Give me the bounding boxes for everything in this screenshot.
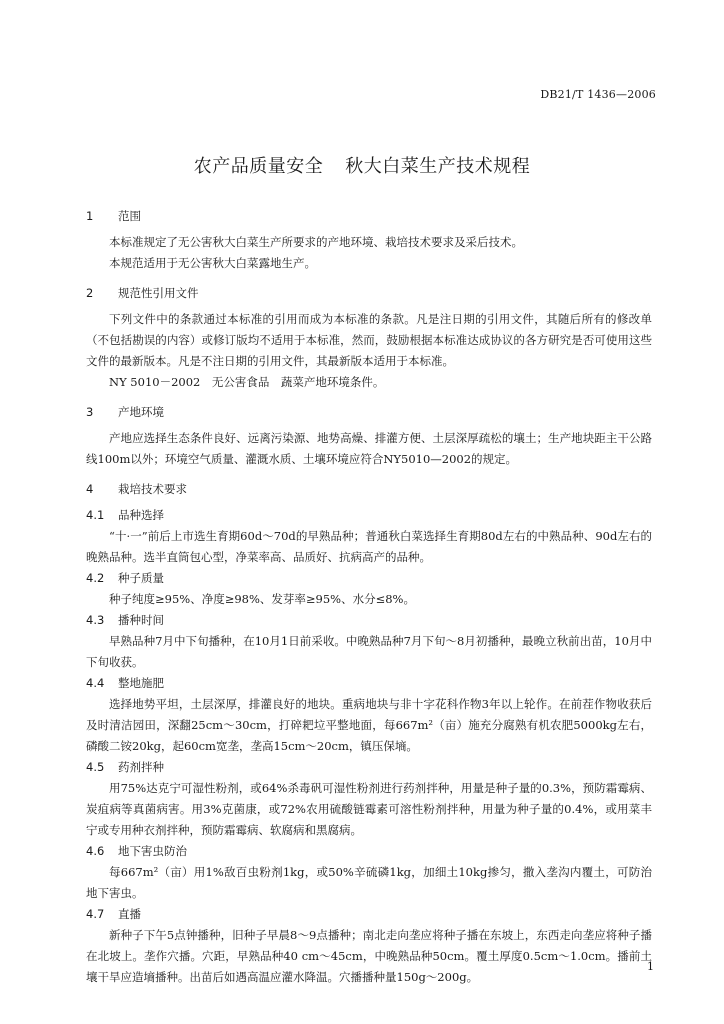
- page-number: 1: [647, 960, 654, 973]
- subsection-heading: [86, 673, 652, 694]
- subsection-title: 地下害虫防治: [118, 844, 187, 858]
- title-part-1: 农产品质量安全: [193, 156, 324, 177]
- subsection-number: 4.7: [86, 907, 105, 921]
- subsection-heading: [86, 568, 652, 589]
- section-heading-environment: [86, 402, 652, 423]
- subsection-title: 整地施肥: [118, 676, 164, 690]
- paragraph: 选择地势平坦，土层深厚，排灌良好的地块。重病地块与非十字花科作物3年以上轮作。在前茬作物收获后及时清洁园田，深翻25cm～30cm，打碎耙垃平整地面，每667m²（亩）施充分腐熟有机农肥5000kg左右，磷酸二铵20kg，起60cm宽垄，垄高15cm～20cm，镇压保墒。: [86, 697, 652, 753]
- paragraph: 本规范适用于无公害秋大白菜露地生产。: [109, 256, 316, 270]
- section-number: 4: [86, 482, 94, 496]
- paragraph: 新种子下午5点钟播种，旧种子早晨8～9点播种；南北走向垄应将种子播在东坡上，东西走向垄应将种子播在北坡上。垄作穴播。穴距，早熟品种40 cm～45cm，中晚熟品种50cm。覆土厚度0.5cm～1.0cm。播前土壤干旱应造墒播种。出苗后如遇高温应灌水降温。穴播播种量150g～200g。: [86, 928, 652, 984]
- reference-entry: NY 5010－2002 无公害食品 蔬菜产地环境条件。: [109, 375, 385, 389]
- paragraph: 用75%达克宁可湿性粉剂，或64%杀毒矾可湿性粉剂进行药剂拌种，用量是种子量的0.3%，预防霜霉病、炭疽病等真菌病害。用3%克菌康，或72%农用硫酸链霉素可溶性粉剂拌种，用量为种子量的0.4%，或用菜丰宁或专用种衣剂拌种，预防霜霉病、软腐病和黑腐病。: [86, 781, 652, 837]
- paragraph: “十·一”前后上市选生育期60d～70d的早熟品种；普通秋白菜选择生育期80d左右的中熟品种、90d左右的晚熟品种。选半直筒包心型，净菜率高、品质好、抗病高产的品种。: [86, 529, 652, 564]
- subsection-title: 药剂拌种: [118, 760, 164, 774]
- paragraph: 种子纯度≥95%、净度≥98%、发芽率≥95%、水分≤8%。: [109, 592, 415, 606]
- subsection-number: 4.6: [86, 844, 105, 858]
- section-title: 规范性引用文件: [118, 286, 199, 300]
- paragraph: 下列文件中的条款通过本标准的引用而成为本标准的条款。凡是注日期的引用文件，其随后所有的修改单（不包括勘误的内容）或修订版均不适用于本标准，然而，鼓励根据本标准达成协议的各方研究是否可使用这些文件的最新版本。凡是不注日期的引用文件，其最新版本适用于本标准。: [86, 312, 652, 368]
- subsection-heading: [86, 505, 652, 526]
- title-part-2: 秋大白菜生产技术规程: [345, 156, 531, 177]
- subsection-title: 直播: [118, 907, 141, 921]
- section-heading-references: [86, 283, 652, 304]
- section-heading-scope: [86, 206, 652, 227]
- subsection-heading: [86, 610, 652, 631]
- section-title: 栽培技术要求: [118, 482, 187, 496]
- subsection-number: 4.4: [86, 676, 105, 690]
- section-title: 产地环境: [118, 405, 164, 419]
- section-title: 范围: [118, 209, 141, 223]
- subsection-title: 播种时间: [118, 613, 164, 627]
- section-heading-cultivation: [86, 479, 652, 500]
- paragraph: 每667m²（亩）用1%敌百虫粉剂1kg，或50%辛硫磷1kg，加细土10kg掺匀，撒入垄沟内覆土，可防治地下害虫。: [86, 865, 652, 900]
- section-number: 3: [86, 405, 94, 419]
- section-number: 2: [86, 286, 94, 300]
- paragraph: 本标准规定了无公害秋大白菜生产所要求的产地环境、栽培技术要求及采后技术。: [109, 235, 523, 249]
- paragraph: 产地应选择生态条件良好、远离污染源、地势高燥、排灌方便、土层深厚疏松的壤土；生产地块距主干公路线100m以外；环境空气质量、灌溉水质、土壤环境应符合NY5010—2002的规定。: [86, 431, 652, 466]
- subsection-number: 4.2: [86, 571, 105, 585]
- document-title: [0, 152, 724, 178]
- subsection-heading: [86, 757, 652, 778]
- subsection-number: 4.1: [86, 508, 105, 522]
- paragraph: 早熟品种7月中下旬播种，在10月1日前采收。中晚熟品种7月下旬～8月初播种，最晚立秋前出苗，10月中下旬收获。: [86, 634, 652, 669]
- subsection-title: 种子质量: [118, 571, 164, 585]
- subsection-number: 4.3: [86, 613, 105, 627]
- subsection-heading: [86, 904, 652, 925]
- subsection-number: 4.5: [86, 760, 105, 774]
- document-body: [86, 206, 652, 988]
- subsection-heading: [86, 841, 652, 862]
- standard-code: DB21/T 1436—2006: [540, 88, 656, 101]
- section-number: 1: [86, 209, 94, 223]
- subsection-title: 品种选择: [118, 508, 164, 522]
